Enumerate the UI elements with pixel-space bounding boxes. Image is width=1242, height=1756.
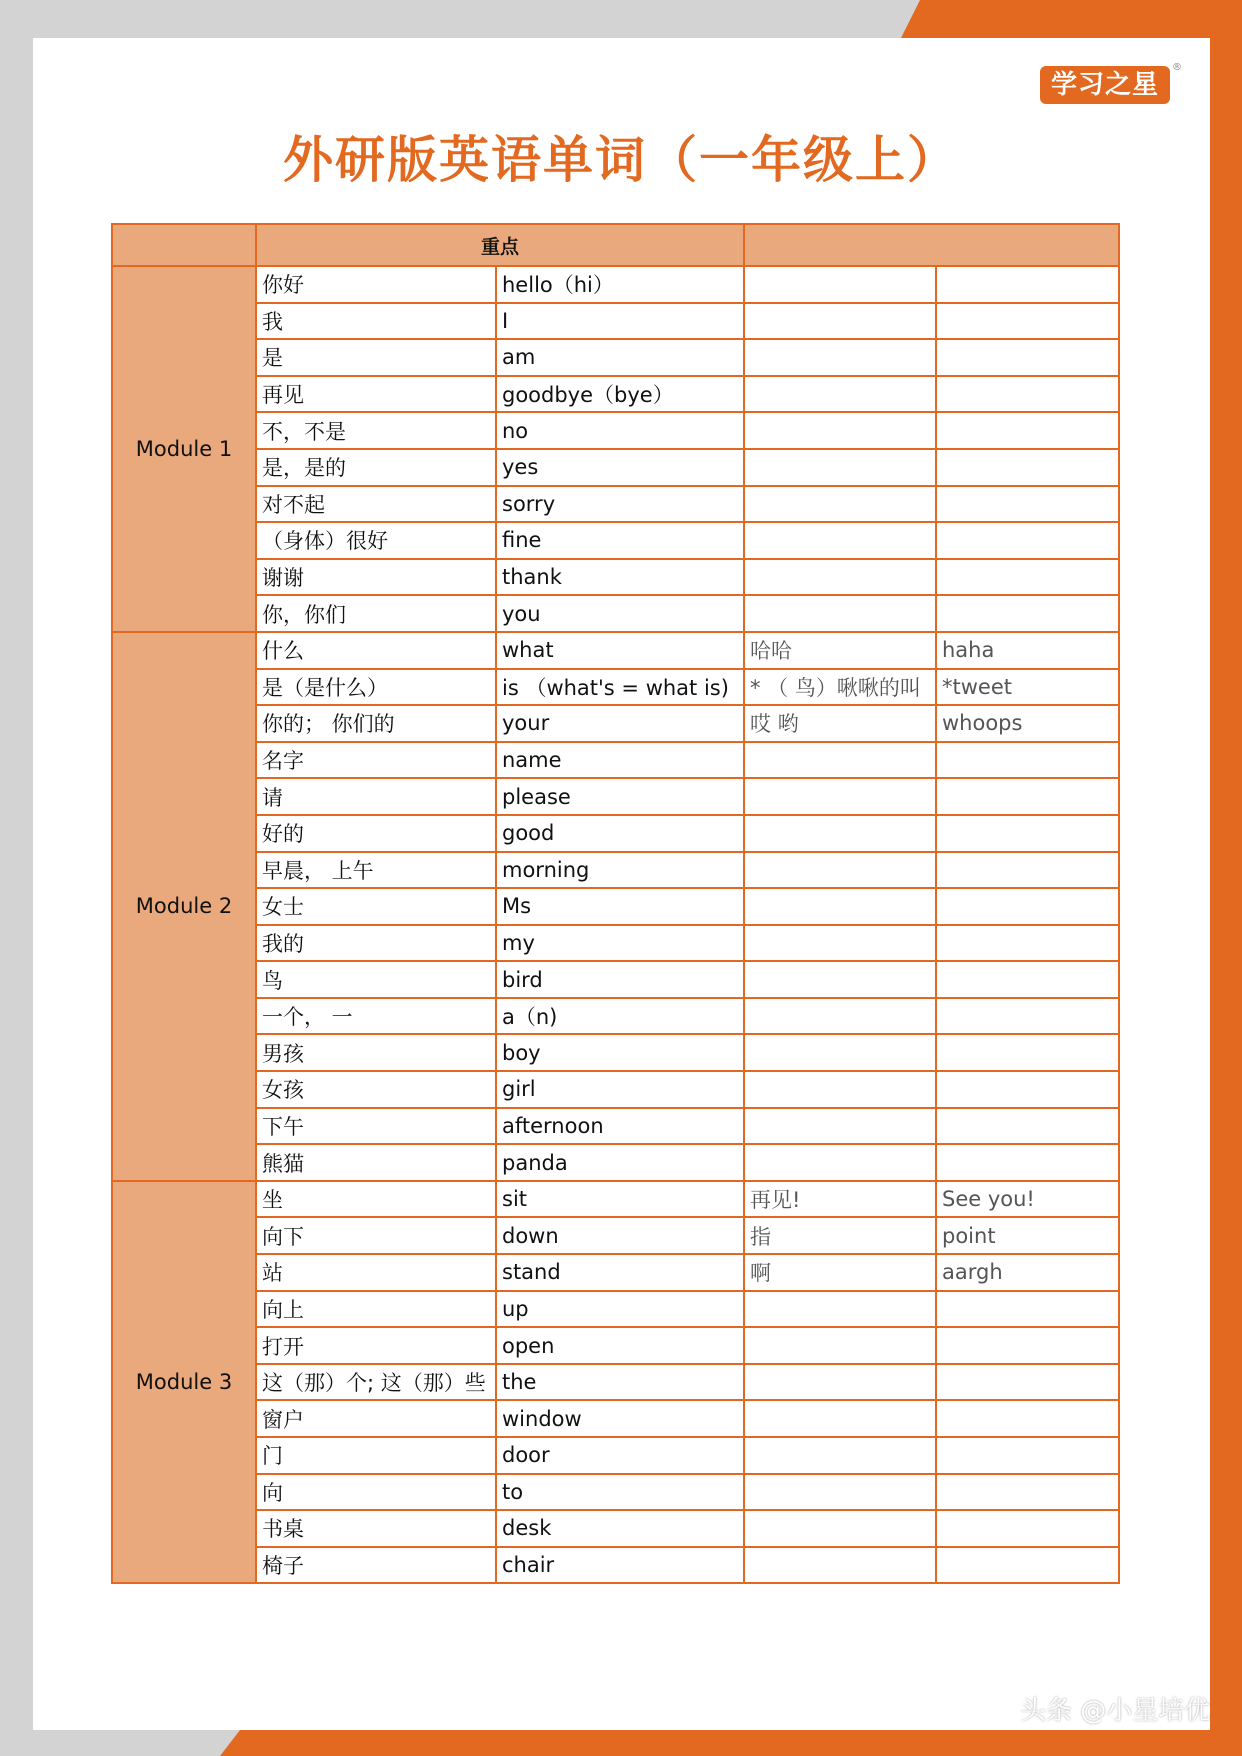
- english-word-cell: window: [496, 1400, 744, 1437]
- extra-english-cell: [936, 1144, 1119, 1181]
- extra-chinese-cell: 哎 哟: [744, 705, 936, 742]
- english-word-cell: afternoon: [496, 1108, 744, 1145]
- extra-english-cell: [936, 266, 1119, 303]
- extra-chinese-cell: [744, 559, 936, 596]
- english-word-cell: down: [496, 1217, 744, 1254]
- table-row: [112, 669, 1119, 706]
- table-row: [112, 1291, 1119, 1328]
- chinese-word-cell: 请: [256, 778, 496, 815]
- english-word-cell: bird: [496, 961, 744, 998]
- chinese-word-cell: 男孩: [256, 1034, 496, 1071]
- chinese-word-cell: 坐: [256, 1181, 496, 1218]
- english-word-cell: desk: [496, 1510, 744, 1547]
- english-word-cell: goodbye（bye）: [496, 376, 744, 413]
- extra-chinese-cell: [744, 888, 936, 925]
- extra-chinese-cell: [744, 778, 936, 815]
- chinese-word-cell: 谢谢: [256, 559, 496, 596]
- table-row: [112, 742, 1119, 779]
- chinese-word-cell: 你的； 你们的: [256, 705, 496, 742]
- extra-chinese-cell: [744, 815, 936, 852]
- extra-chinese-cell: 哈哈: [744, 632, 936, 669]
- table-row: [112, 1108, 1119, 1145]
- edge-accent-right: [1210, 0, 1242, 1756]
- english-word-cell: morning: [496, 852, 744, 889]
- table-row: [112, 998, 1119, 1035]
- table-row: [112, 961, 1119, 998]
- extra-english-cell: whoops: [936, 705, 1119, 742]
- extra-chinese-cell: [744, 1364, 936, 1401]
- chinese-word-cell: 鸟: [256, 961, 496, 998]
- page-title: 外研版英语单词（一年级上）: [283, 131, 959, 189]
- chinese-word-cell: 椅子: [256, 1547, 496, 1584]
- chinese-word-cell: 站: [256, 1254, 496, 1291]
- extra-english-cell: [936, 1034, 1119, 1071]
- english-word-cell: a（n): [496, 998, 744, 1035]
- header-cell-module: [112, 224, 256, 266]
- extra-english-cell: [936, 339, 1119, 376]
- english-word-cell: name: [496, 742, 744, 779]
- chinese-word-cell: 书桌: [256, 1510, 496, 1547]
- extra-chinese-cell: [744, 1437, 936, 1474]
- chinese-word-cell: 向下: [256, 1217, 496, 1254]
- table-row: [112, 778, 1119, 815]
- english-word-cell: you: [496, 595, 744, 632]
- extra-chinese-cell: [744, 266, 936, 303]
- english-word-cell: what: [496, 632, 744, 669]
- extra-chinese-cell: [744, 339, 936, 376]
- table-row: [112, 595, 1119, 632]
- table-header-row: [112, 224, 1119, 266]
- extra-chinese-cell: * （ 鸟）啾啾的叫: [744, 669, 936, 706]
- table-row: [112, 1217, 1119, 1254]
- table-row: [112, 522, 1119, 559]
- extra-chinese-cell: [744, 595, 936, 632]
- chinese-word-cell: 好的: [256, 815, 496, 852]
- extra-english-cell: [936, 486, 1119, 523]
- table-row: [112, 1400, 1119, 1437]
- module-label: Module 1: [112, 266, 256, 632]
- header-cell-extra: [744, 224, 1119, 266]
- table-row: [112, 412, 1119, 449]
- table-row: [112, 705, 1119, 742]
- extra-chinese-cell: [744, 412, 936, 449]
- chinese-word-cell: 向上: [256, 1291, 496, 1328]
- extra-english-cell: [936, 522, 1119, 559]
- english-word-cell: sit: [496, 1181, 744, 1218]
- extra-chinese-cell: 再见!: [744, 1181, 936, 1218]
- table-row: [112, 925, 1119, 962]
- chinese-word-cell: （身体）很好: [256, 522, 496, 559]
- english-word-cell: chair: [496, 1547, 744, 1584]
- extra-english-cell: [936, 961, 1119, 998]
- chinese-word-cell: 这（那）个; 这（那）些: [256, 1364, 496, 1401]
- table-row: [112, 486, 1119, 523]
- table-row: [112, 815, 1119, 852]
- extra-chinese-cell: [744, 1291, 936, 1328]
- extra-english-cell: [936, 1474, 1119, 1511]
- chinese-word-cell: 我: [256, 303, 496, 340]
- english-word-cell: please: [496, 778, 744, 815]
- english-word-cell: the: [496, 1364, 744, 1401]
- english-word-cell: door: [496, 1437, 744, 1474]
- extra-chinese-cell: [744, 1547, 936, 1584]
- extra-chinese-cell: [744, 1510, 936, 1547]
- extra-english-cell: [936, 559, 1119, 596]
- chinese-word-cell: 对不起: [256, 486, 496, 523]
- extra-english-cell: See you!: [936, 1181, 1119, 1218]
- extra-english-cell: [936, 852, 1119, 889]
- chinese-word-cell: 女士: [256, 888, 496, 925]
- module-label: Module 2: [112, 632, 256, 1181]
- extra-chinese-cell: [744, 742, 936, 779]
- english-word-cell: yes: [496, 449, 744, 486]
- chinese-word-cell: 女孩: [256, 1071, 496, 1108]
- header-cell-highlight: 重点: [256, 224, 744, 266]
- extra-chinese-cell: [744, 376, 936, 413]
- extra-english-cell: [936, 1108, 1119, 1145]
- english-word-cell: boy: [496, 1034, 744, 1071]
- watermark: 头条 @小星培优: [1020, 1696, 1211, 1726]
- extra-chinese-cell: [744, 303, 936, 340]
- extra-chinese-cell: [744, 852, 936, 889]
- english-word-cell: girl: [496, 1071, 744, 1108]
- extra-english-cell: [936, 815, 1119, 852]
- extra-chinese-cell: [744, 961, 936, 998]
- table-row: [112, 1474, 1119, 1511]
- extra-english-cell: [936, 1327, 1119, 1364]
- chinese-word-cell: 不，不是: [256, 412, 496, 449]
- chinese-word-cell: 你好: [256, 266, 496, 303]
- extra-chinese-cell: [744, 1144, 936, 1181]
- extra-chinese-cell: [744, 449, 936, 486]
- english-word-cell: fine: [496, 522, 744, 559]
- extra-english-cell: [936, 1071, 1119, 1108]
- chinese-word-cell: 再见: [256, 376, 496, 413]
- chinese-word-cell: 早晨， 上午: [256, 852, 496, 889]
- extra-english-cell: [936, 376, 1119, 413]
- module-label: Module 3: [112, 1181, 256, 1584]
- extra-english-cell: [936, 412, 1119, 449]
- chinese-word-cell: 向: [256, 1474, 496, 1511]
- vocabulary-table: [111, 223, 1120, 1584]
- chinese-word-cell: 门: [256, 1437, 496, 1474]
- brand-logo: 学习之星: [1040, 66, 1170, 104]
- table-row: [112, 339, 1119, 376]
- english-word-cell: am: [496, 339, 744, 376]
- english-word-cell: open: [496, 1327, 744, 1364]
- english-word-cell: stand: [496, 1254, 744, 1291]
- table-row: [112, 1510, 1119, 1547]
- extra-english-cell: [936, 449, 1119, 486]
- english-word-cell: Ms: [496, 888, 744, 925]
- chinese-word-cell: 是，是的: [256, 449, 496, 486]
- english-word-cell: your: [496, 705, 744, 742]
- table-row: [112, 632, 1119, 669]
- chinese-word-cell: 窗户: [256, 1400, 496, 1437]
- extra-english-cell: [936, 888, 1119, 925]
- chinese-word-cell: 一个， 一: [256, 998, 496, 1035]
- extra-chinese-cell: [744, 1108, 936, 1145]
- extra-english-cell: [936, 595, 1119, 632]
- table-row: [112, 1071, 1119, 1108]
- chinese-word-cell: 打开: [256, 1327, 496, 1364]
- chinese-word-cell: 是: [256, 339, 496, 376]
- english-word-cell: up: [496, 1291, 744, 1328]
- extra-english-cell: aargh: [936, 1254, 1119, 1291]
- table-row: [112, 266, 1119, 303]
- table-row: [112, 1034, 1119, 1071]
- extra-english-cell: [936, 1547, 1119, 1584]
- table-row: [112, 449, 1119, 486]
- chinese-word-cell: 你，你们: [256, 595, 496, 632]
- table-row: [112, 1144, 1119, 1181]
- table-row: [112, 1547, 1119, 1584]
- english-word-cell: good: [496, 815, 744, 852]
- extra-english-cell: [936, 778, 1119, 815]
- edge-accent-bottom: [220, 1730, 1242, 1756]
- extra-chinese-cell: [744, 1071, 936, 1108]
- english-word-cell: is （what's = what is): [496, 669, 744, 706]
- extra-english-cell: [936, 925, 1119, 962]
- english-word-cell: hello（hi）: [496, 266, 744, 303]
- english-word-cell: my: [496, 925, 744, 962]
- extra-english-cell: [936, 1291, 1119, 1328]
- extra-english-cell: [936, 1400, 1119, 1437]
- extra-chinese-cell: [744, 1327, 936, 1364]
- table-row: [112, 888, 1119, 925]
- table-row: [112, 1254, 1119, 1291]
- table-row: [112, 559, 1119, 596]
- chinese-word-cell: 我的: [256, 925, 496, 962]
- extra-english-cell: haha: [936, 632, 1119, 669]
- english-word-cell: thank: [496, 559, 744, 596]
- extra-chinese-cell: [744, 522, 936, 559]
- extra-chinese-cell: [744, 1034, 936, 1071]
- extra-chinese-cell: [744, 925, 936, 962]
- extra-english-cell: *tweet: [936, 669, 1119, 706]
- extra-english-cell: point: [936, 1217, 1119, 1254]
- english-word-cell: to: [496, 1474, 744, 1511]
- table-row: [112, 1437, 1119, 1474]
- table-row: [112, 303, 1119, 340]
- extra-english-cell: [936, 1510, 1119, 1547]
- table-row: [112, 1327, 1119, 1364]
- english-word-cell: sorry: [496, 486, 744, 523]
- chinese-word-cell: 熊猫: [256, 1144, 496, 1181]
- table-row: [112, 1364, 1119, 1401]
- registered-mark: ®: [1172, 62, 1182, 73]
- chinese-word-cell: 什么: [256, 632, 496, 669]
- english-word-cell: no: [496, 412, 744, 449]
- extra-chinese-cell: 指: [744, 1217, 936, 1254]
- english-word-cell: I: [496, 303, 744, 340]
- extra-chinese-cell: [744, 1400, 936, 1437]
- table-row: [112, 852, 1119, 889]
- extra-chinese-cell: [744, 998, 936, 1035]
- extra-english-cell: [936, 303, 1119, 340]
- extra-english-cell: [936, 998, 1119, 1035]
- table-row: [112, 1181, 1119, 1218]
- table-row: [112, 376, 1119, 413]
- extra-chinese-cell: [744, 486, 936, 523]
- extra-chinese-cell: [744, 1474, 936, 1511]
- extra-english-cell: [936, 1437, 1119, 1474]
- chinese-word-cell: 下午: [256, 1108, 496, 1145]
- extra-english-cell: [936, 1364, 1119, 1401]
- extra-chinese-cell: 啊: [744, 1254, 936, 1291]
- extra-english-cell: [936, 742, 1119, 779]
- english-word-cell: panda: [496, 1144, 744, 1181]
- chinese-word-cell: 名字: [256, 742, 496, 779]
- chinese-word-cell: 是（是什么）: [256, 669, 496, 706]
